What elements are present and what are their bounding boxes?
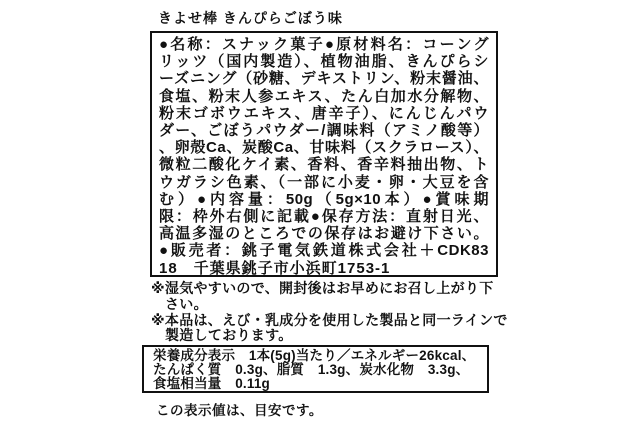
ingredients-info-box [150,31,498,277]
label-text-line: ●名称：スナック菓子●原材料名：コーング [159,36,489,53]
nutrition-line-salt: 食塩相当量 0.11g [153,376,270,392]
label-text-line: 微粒二酸化ケイ素、香料、香辛料抽出物、ト [159,156,489,174]
label-text-line: リッツ（国内製造）、植物油脂、きんぴらシ [159,53,489,71]
label-text-line: 食塩、粉末人参エキス、たん白加水分解物、 [159,87,489,105]
label-text-line: ウガラシ色素、（一部に小麦・卵・大豆を含 [159,173,489,191]
label-text-line: む）●内容量：50g（5g×10本）●賞味期 [159,190,489,208]
label-text-line: ●販売者：銚子電気鉄道株式会社＋CDK83 [159,242,489,260]
label-text-line: 高温多湿のところでの保存はお避け下さい。 [159,225,489,243]
note-allergen-line1: ※本品は、えび・乳成分を使用した製品と同一ラインで [151,311,508,328]
disclaimer-text: この表示値は、目安です。 [156,403,323,418]
nutrition-facts-box [142,345,489,393]
label-text-line: 粉末ゴボウエキス、唐辛子）、にんじんパウ [159,104,489,122]
seller-address-line: 18 千葉県銚子市小浜町1753-1 [159,259,391,277]
note-moisture-line2: さい。 [165,295,208,312]
caution-notes [151,281,621,344]
nutrition-line-macros: たんぱく質 0.3g、脂質 1.3g、炭水化物 3.3g、 [153,362,470,378]
nutrition-line-energy: 栄養成分表示 1本(5g)当たり／エネルギー26kcal、 [153,348,476,363]
product-title: きよせ棒 きんぴらごぼう味 [158,10,343,26]
note-allergen-line2: 製造しております。 [165,327,293,344]
note-moisture-line1: ※湿気やすいので、開封後はお早めにお召し上がり下 [151,280,494,296]
label-text-line: 限：枠外右側に記載●保存方法：直射日光、 [159,208,489,226]
label-text-line: 、卵殻Ca、炭酸Ca、甘味料（スクラロース）、 [159,139,489,157]
label-text-line: ーズニング（砂糖、デキストリン、粉末醤油、 [159,70,489,88]
label-text-line: ダー、ごぼうパウダー/調味料（アミノ酸等） [159,122,489,140]
